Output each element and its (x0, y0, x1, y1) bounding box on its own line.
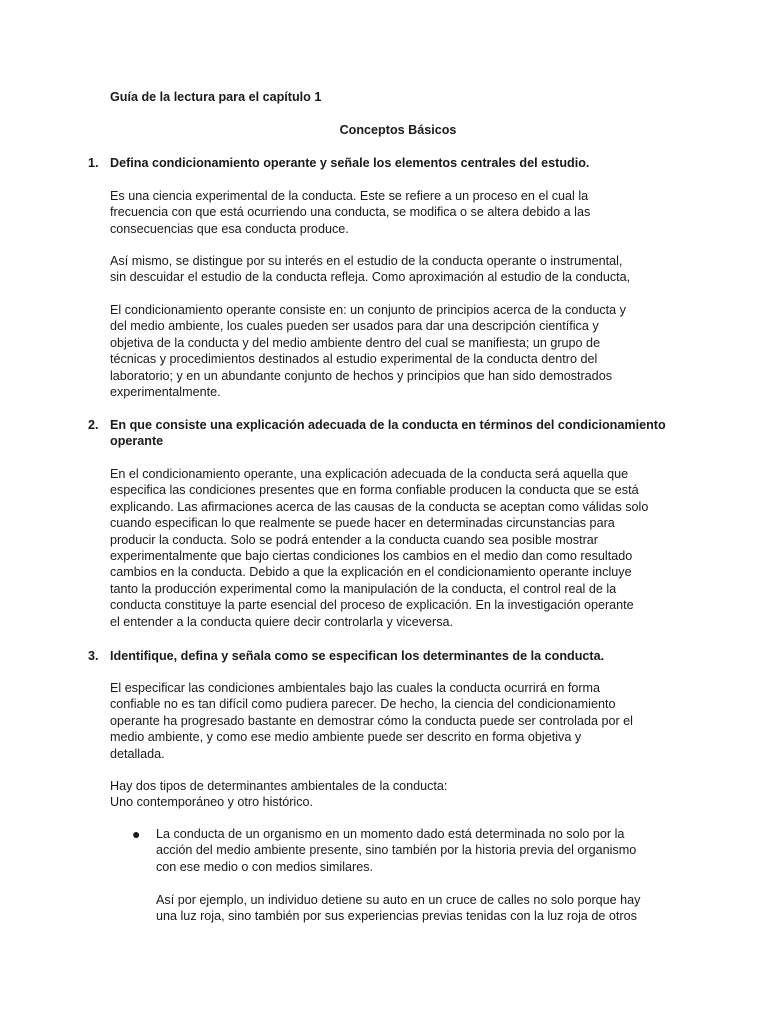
text-line: conducta constituye la parte esencial del proceso de explicación. En la investigación operante (110, 598, 634, 613)
text-line: El condicionamiento operante consiste en: un conjunto de principios acerca de la conducta y (110, 303, 626, 317)
question-3-number: 3. (88, 649, 99, 663)
answer-1-paragraph-2 (110, 253, 660, 286)
text-line: cambios en la conducta. Debido a que la explicación en el condicionamiento operante incluye (110, 565, 632, 580)
text-line: detallada. (110, 746, 165, 761)
text-line: Uno contemporáneo y otro histórico. (110, 795, 314, 810)
text-line: el entender a la conducta quiere decir controlarla y viceversa. (110, 614, 454, 629)
bullet-icon: ● (132, 826, 141, 842)
question-line: Identifique, defina y señala como se especifican los determinantes de la conducta. (110, 649, 605, 663)
answer-2-paragraph-1 (110, 466, 660, 630)
text-line: La conducta de un organismo en un momento dado está determinada no solo por la (156, 827, 625, 841)
question-line: En que consiste una explicación adecuada de la conducta en términos del condicionamiento (110, 418, 666, 432)
question-line: Defina condicionamiento operante y señale los elementos centrales del estudio. (110, 156, 590, 170)
text-line: cuando especifican lo que realmente se puede hacer en determinadas circunstancias para (110, 516, 615, 531)
question-3-text (110, 648, 660, 664)
text-line: experimentalmente. (110, 385, 221, 400)
document-title: Guía de la lectura para el capítulo 1 (110, 90, 322, 104)
question-1-text (110, 155, 660, 171)
text-line: consecuencias que esa conducta produce. (110, 221, 349, 236)
question-line: operante (110, 434, 164, 449)
text-line: tanto la producción experimental como la manipulación de la conducta, el control real de la (110, 581, 617, 596)
text-line: confiable no es tan difícil como pudiera parecer. De hecho, la ciencia del condicionamiento (110, 697, 616, 712)
text-line: una luz roja, sino también por sus experiencias previas tenidas con la luz roja de otros (156, 909, 637, 924)
text-line: El especificar las condiciones ambientales bajo las cuales la conducta ocurrirá en forma (110, 681, 601, 695)
text-line: experimentalmente que bajo ciertas condiciones los cambios en el medio dan como resultado (110, 549, 633, 564)
text-line: explicando. Las afirmaciones acerca de las causas de la conducta se aceptan como válidas solo (110, 499, 649, 514)
document-subtitle: Conceptos Básicos (339, 123, 457, 137)
text-line: medio ambiente, y como ese medio ambiente puede ser descrito en forma objetiva y (110, 730, 582, 745)
answer-3-paragraph-1 (110, 680, 660, 762)
text-line: con ese medio o con medios similares. (156, 859, 373, 874)
text-line: laboratorio; y en un abundante conjunto de hechos y principios que han sido demostrados (110, 368, 612, 383)
text-line: Es una ciencia experimental de la conducta. Este se refiere a un proceso en el cual la (110, 189, 589, 203)
question-2-number: 2. (88, 418, 99, 432)
answer-3-paragraph-2 (110, 778, 660, 811)
text-line: técnicas y procedimientos destinados al estudio experimental de la conducta dentro del (110, 352, 598, 367)
answer-1-paragraph-1 (110, 188, 660, 237)
text-line: producir la conducta. Solo se podrá entender a la conducta cuando sea posible mostrar (110, 532, 598, 547)
answer-1-paragraph-3 (110, 302, 660, 400)
text-line: operante ha progresado bastante en demostrar cómo la conducta puede ser controlada por el (110, 713, 633, 728)
text-line: Así mismo, se distingue por su interés en el estudio de la conducta operante o instrumental, (110, 254, 623, 268)
question-1-number: 1. (88, 156, 99, 170)
text-line: sin descuidar el estudio de la conducta refleja. Como aproximación al estudio de la conducta, (110, 270, 631, 285)
text-line: Hay dos tipos de determinantes ambientales de la conducta: (110, 779, 448, 793)
text-line: del medio ambiente, los cuales pueden ser usados para dar una descripción científica y (110, 319, 599, 334)
bullet-paragraph-2 (156, 892, 656, 925)
text-line: acción del medio ambiente presente, sino también por la historia previa del organismo (156, 843, 637, 858)
text-line: Así por ejemplo, un individuo detiene su auto en un cruce de calles no solo porque hay (156, 893, 641, 907)
text-line: especifica las condiciones presentes que en forma confiable producen la conducta que se está (110, 483, 639, 498)
question-2-text (110, 417, 666, 450)
text-line: frecuencia con que está ocurriendo una conducta, se modifica o se altera debido a las (110, 205, 591, 220)
text-line: En el condicionamiento operante, una explicación adecuada de la conducta será aquella que (110, 467, 629, 481)
bullet-paragraph-1 (156, 826, 656, 875)
text-line: objetiva de la conducta y del medio ambiente dentro del cual se manifiesta; un grupo de (110, 335, 601, 350)
